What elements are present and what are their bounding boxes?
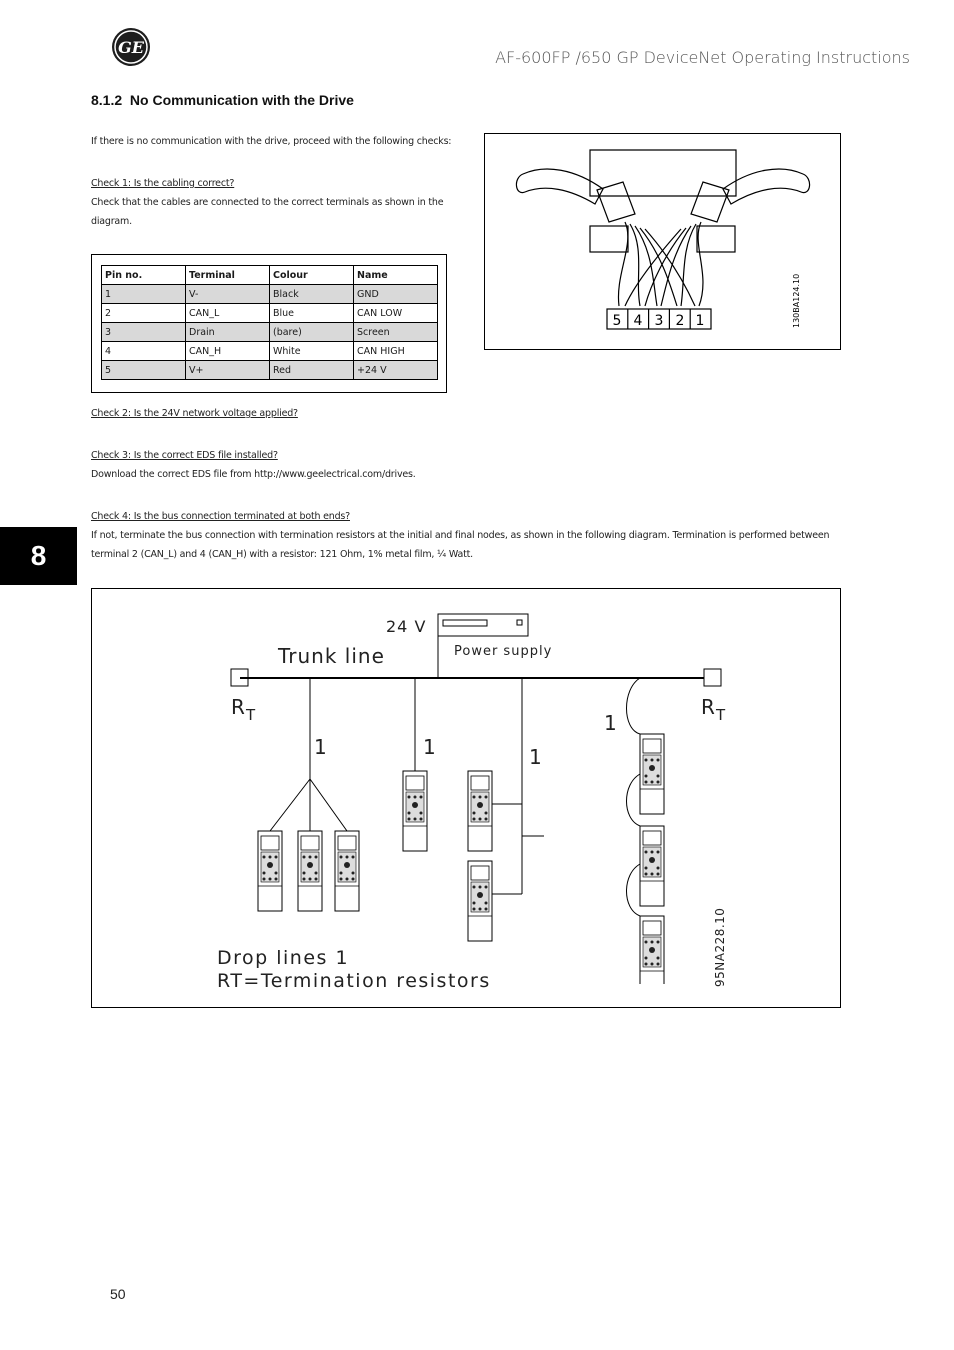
check1-heading: Check 1: Is the cabling correct? xyxy=(91,178,235,189)
cell-terminal: CAN_H xyxy=(186,342,270,361)
check4-heading: Check 4: Is the bus connection terminated at both ends? xyxy=(91,511,350,522)
table-row xyxy=(102,342,438,361)
network-figure xyxy=(91,588,841,1008)
check1-line1: Check that the cables are connected to the correct terminals as shown in the xyxy=(91,197,444,208)
header-terminal: Terminal xyxy=(186,266,270,285)
cell-colour: Black xyxy=(270,285,354,304)
cell-colour: (bare) xyxy=(270,323,354,342)
cell-pin: 3 xyxy=(102,323,186,342)
rt-left-subscript: T xyxy=(246,706,256,724)
network-figure-id: 95NA228.10 xyxy=(713,907,727,987)
cell-colour: Blue xyxy=(270,304,354,323)
header-pin-no: Pin no. xyxy=(102,266,186,285)
check2-heading: Check 2: Is the 24V network voltage applied? xyxy=(91,408,298,419)
legend-drop-lines: Drop lines 1 xyxy=(217,947,350,969)
document-title: AF-600FP /650 GP DeviceNet Operating Instructions xyxy=(495,48,910,67)
cell-name: GND xyxy=(354,285,438,304)
cell-terminal: V- xyxy=(186,285,270,304)
header-colour: Colour xyxy=(270,266,354,285)
cell-name: CAN LOW xyxy=(354,304,438,323)
drop-label-4: 1 xyxy=(604,711,617,735)
rt-left-symbol: R xyxy=(231,695,245,719)
cell-pin: 2 xyxy=(102,304,186,323)
check4-line2: terminal 2 (CAN_L) and 4 (CAN_H) with a resistor: 121 Ohm, 1% metal film, ¼ Watt. xyxy=(91,549,473,560)
ge-logo xyxy=(110,26,152,68)
check1-line2: diagram. xyxy=(91,216,132,227)
table-row xyxy=(102,285,438,304)
cell-name: +24 V xyxy=(354,361,438,380)
check3-line1: Download the correct EDS file from http://www.geelectrical.com/drives. xyxy=(91,469,416,480)
intro-text: If there is no communication with the drive, proceed with the following checks: xyxy=(91,136,452,147)
check4-line1: If not, terminate the bus connection with termination resistors at the initial and final nodes, as shown in the following diagram. Termination is performed between xyxy=(91,530,830,541)
terminal-label-5: 5 xyxy=(612,313,622,329)
table-row xyxy=(102,323,438,342)
logo-text: GE xyxy=(118,38,144,57)
check3-heading: Check 3: Is the correct EDS file installed? xyxy=(91,450,278,461)
pin-table-box xyxy=(91,254,447,393)
cell-pin: 5 xyxy=(102,361,186,380)
rt-right-symbol: R xyxy=(701,695,715,719)
drop-label-3: 1 xyxy=(529,745,542,769)
cell-terminal: CAN_L xyxy=(186,304,270,323)
trunk-line-label: Trunk line xyxy=(278,644,385,668)
cell-terminal: V+ xyxy=(186,361,270,380)
terminal-label-2: 2 xyxy=(675,313,685,329)
network-diagram xyxy=(92,589,840,1007)
cell-name: CAN HIGH xyxy=(354,342,438,361)
terminal-label-4: 4 xyxy=(633,313,643,329)
cell-colour: White xyxy=(270,342,354,361)
connector-figure xyxy=(484,133,841,350)
section-number: 8.1.2 xyxy=(91,92,123,108)
cell-name: Screen xyxy=(354,323,438,342)
chapter-tab: 8 xyxy=(0,527,77,585)
pin-table-header xyxy=(102,266,438,285)
drop-label-1: 1 xyxy=(314,735,327,759)
cell-colour: Red xyxy=(270,361,354,380)
power-supply-label: Power supply xyxy=(454,644,553,659)
page-number: 50 xyxy=(110,1286,126,1302)
cell-terminal: Drain xyxy=(186,323,270,342)
cell-pin: 4 xyxy=(102,342,186,361)
pin-table xyxy=(101,265,438,380)
rt-right-subscript: T xyxy=(716,706,726,724)
voltage-label: 24 V xyxy=(386,617,427,636)
connector-figure-id: 130BA124.10 xyxy=(792,273,801,328)
table-row xyxy=(102,304,438,323)
connector-drawing xyxy=(485,134,840,349)
terminal-label-3: 3 xyxy=(654,313,664,329)
cell-pin: 1 xyxy=(102,285,186,304)
header-name: Name xyxy=(354,266,438,285)
drop-label-2: 1 xyxy=(423,735,436,759)
table-row xyxy=(102,361,438,380)
terminal-label-1: 1 xyxy=(695,313,705,329)
section-heading xyxy=(91,92,354,108)
section-title: No Communication with the Drive xyxy=(129,92,354,108)
legend-termination: RT=Termination resistors xyxy=(217,970,491,992)
